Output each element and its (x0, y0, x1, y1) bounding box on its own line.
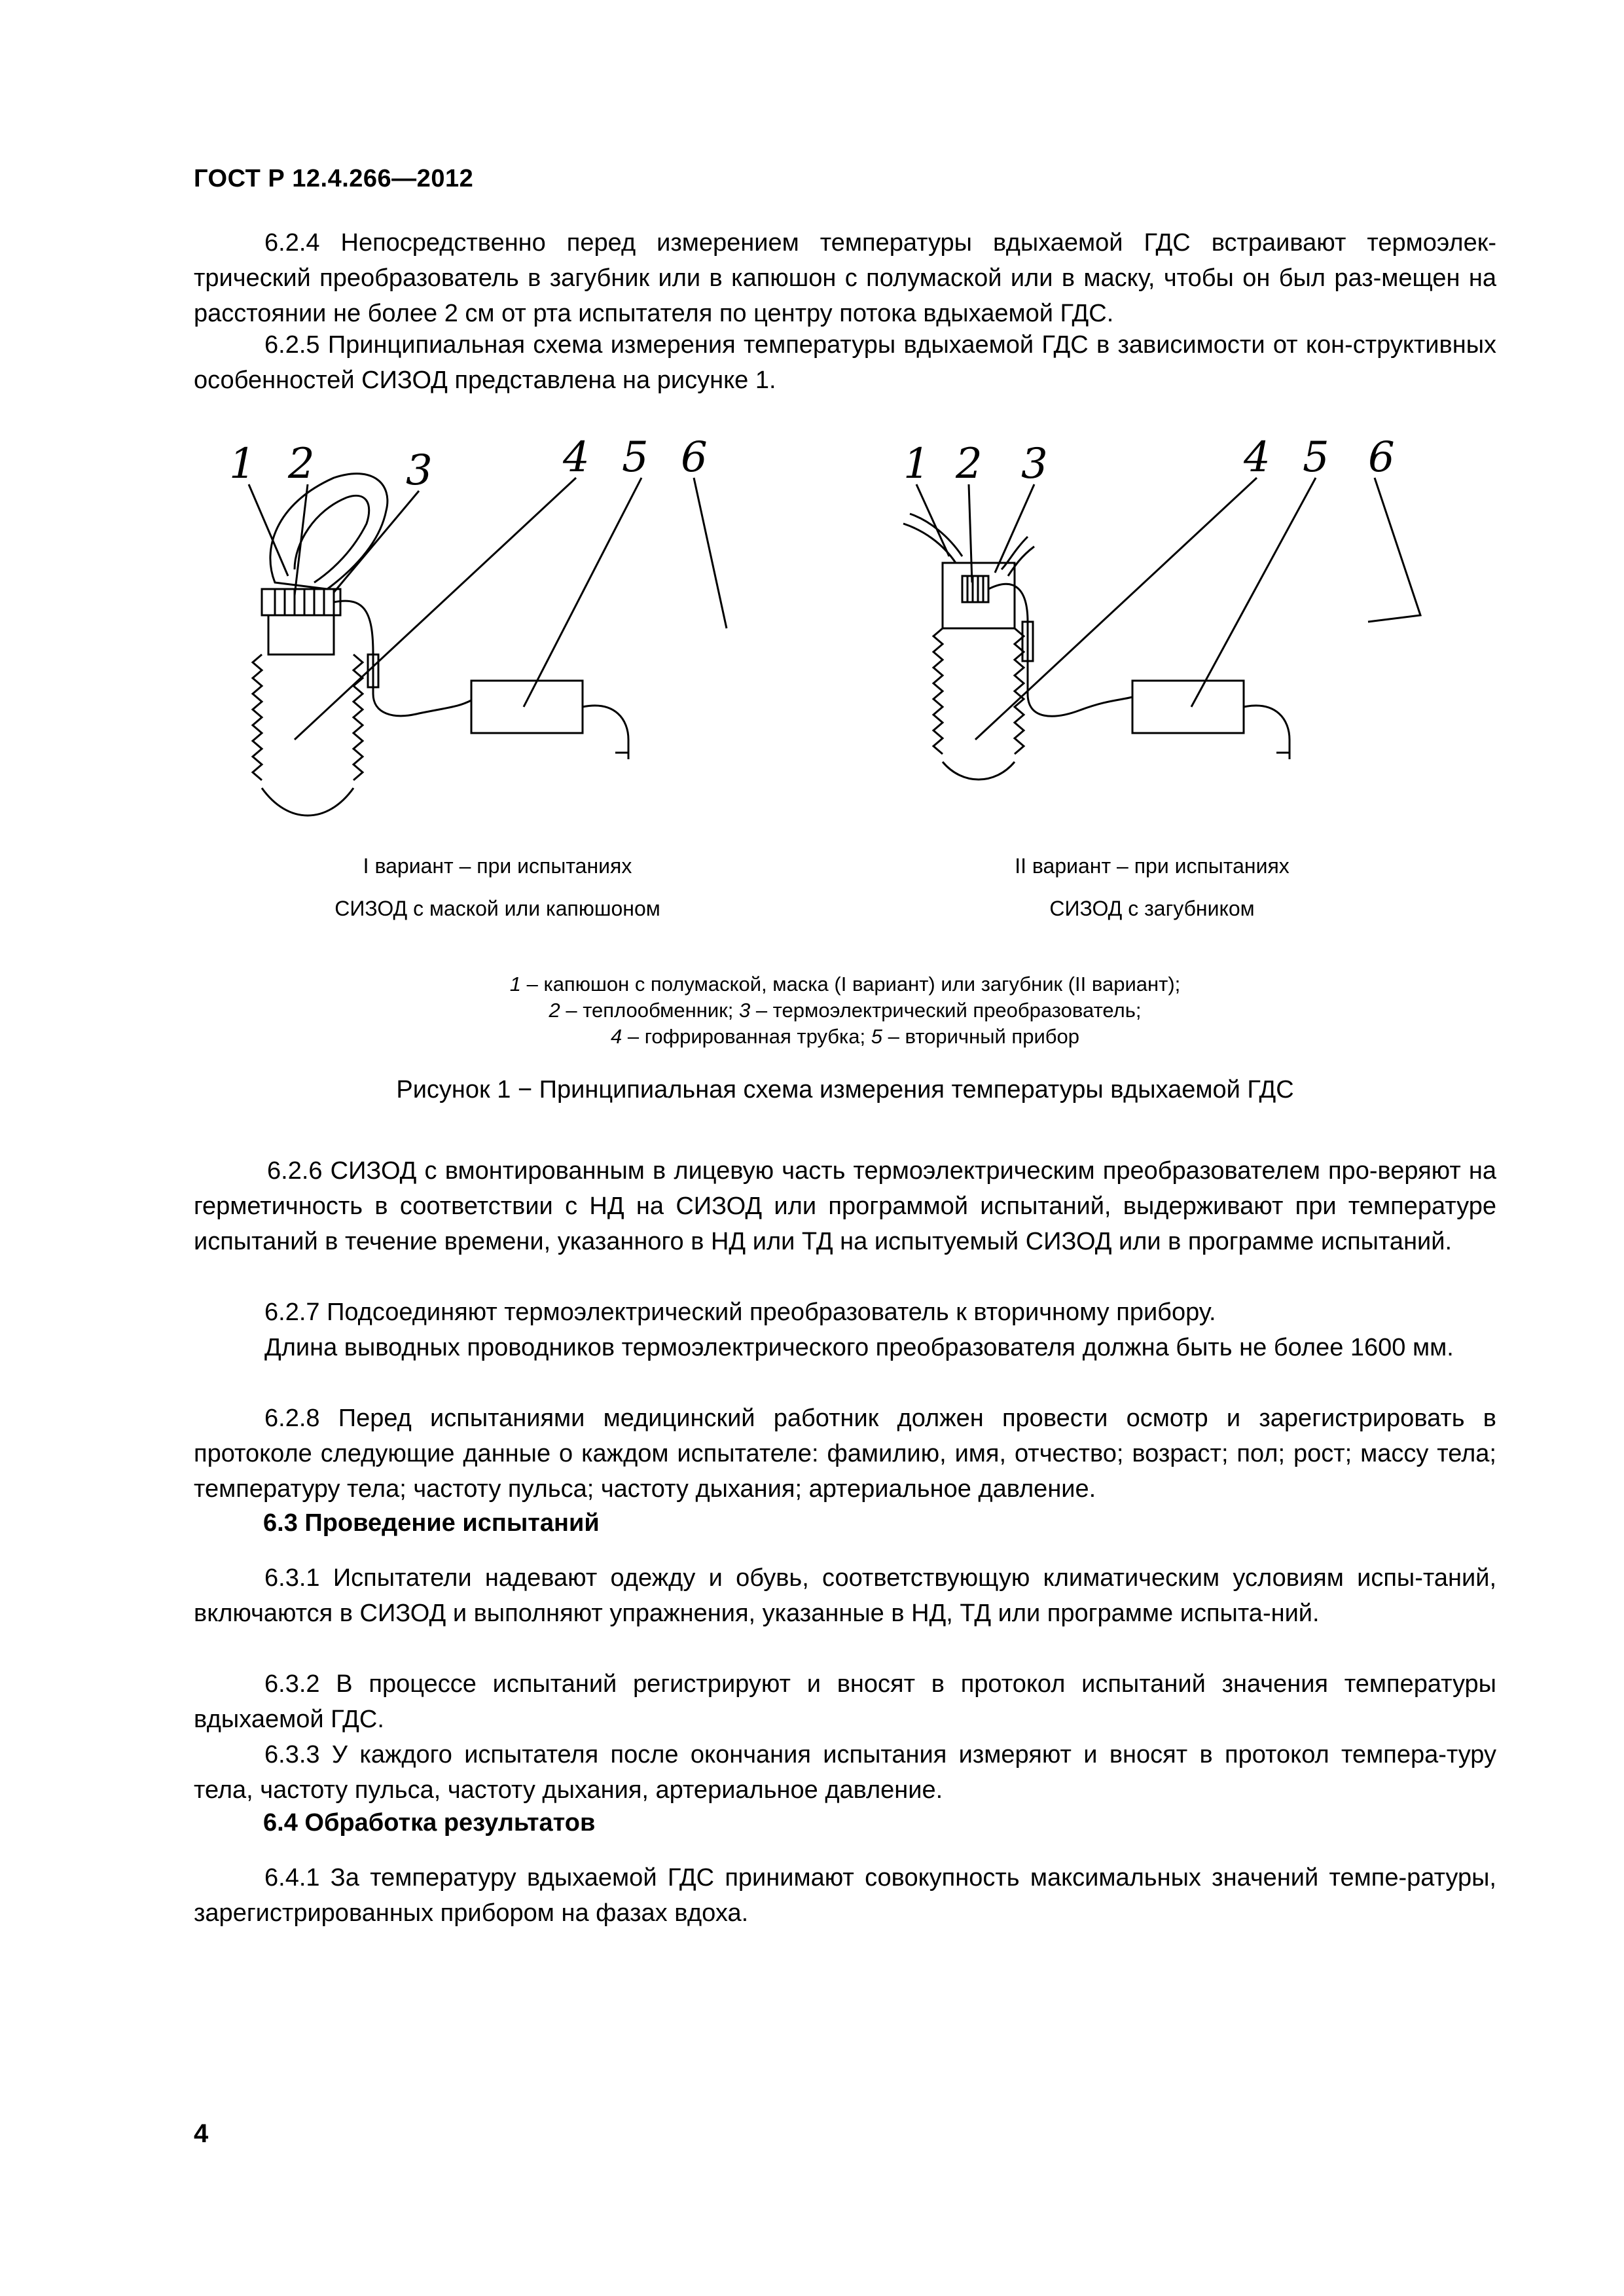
leader-6 (1368, 478, 1420, 622)
legend-text-4: – гофрированная трубка; (622, 1025, 871, 1048)
figure-label-3: 3 (1021, 440, 1048, 488)
paragraph-6-3-2: 6.3.2 В процессе испытаний регистрируют и вносят в протокол испытаний значения температуры вдыхаемой ГДС. (194, 1670, 1496, 1733)
page-number: 4 (194, 2119, 209, 2148)
paragraph-6-3-3: 6.3.3 У каждого испытателя после окончания испытания измеряют и вносят в протокол темпера-туру тела, частоту пульса, частоту дыхания, артериальное давление. (194, 1741, 1496, 1804)
legend-text-1: – капюшон с полумаской, маска (I вариант) или загубник (II вариант); (520, 973, 1181, 996)
figure-label-4: 4 (563, 433, 590, 482)
secondary-device (471, 681, 583, 733)
figure-variant-2-diagram (897, 432, 1434, 825)
variant-1-caption-line-2: СИЗОД с маской или капюшоном (334, 897, 660, 920)
paragraph-6-2-8: 6.2.8 Перед испытаниями медицинский работник должен провести осмотр и зарегистрировать в протоколе следующие данные о каждом испытателе: фамилию, имя, отчество; возраст; пол; рост; массу тела; температуру тела; частоту пульса; частоту дыхания; артериальное давление. (194, 1405, 1496, 1503)
heat-exchanger-hatch (275, 589, 334, 615)
paragraph-6-2-5: 6.2.5 Принципиальная схема измерения температуры вдыхаемой ГДС в зависимости от кон-структивных особенностей СИЗОД представлена на рисунке 1. (194, 331, 1496, 394)
paragraph-6-2-6: 6.2.6 СИЗОД с вмонтированным в лицевую часть термоэлектрическим преобразователем про-веряют на герметичность в соответствии с НД на СИЗОД или программой испытаний, выдерживают при температуре испытаний в течение времени, указанного в НД или ТД на испытуемый СИЗОД или в программе испытаний. (194, 1157, 1496, 1255)
document-header: ГОСТ Р 12.4.266—2012 (194, 165, 474, 192)
figure-legend (194, 971, 1496, 1050)
figure-label-5: 5 (622, 433, 649, 482)
figure-label-2: 2 (288, 440, 315, 488)
legend-number-4: 4 (611, 1025, 623, 1048)
corrugated-tube-left (933, 628, 943, 754)
leader-3 (334, 491, 419, 592)
legend-text-2: – теплообменник; (560, 999, 739, 1022)
legend-text-3: – термоэлектрический преобразователь; (750, 999, 1142, 1022)
mouthpiece-right (1001, 537, 1034, 576)
figure-variant-1-diagram (223, 432, 759, 825)
heat-exchanger-hatch (967, 576, 983, 602)
device-cable (1244, 706, 1290, 759)
figure-label-2: 2 (956, 440, 983, 488)
figure-label-6: 6 (681, 433, 708, 482)
leader-5 (1191, 478, 1316, 707)
legend-text-5: – вторичный прибор (882, 1025, 1079, 1048)
variant-2-caption-line-2: СИЗОД с загубником (1049, 897, 1255, 920)
connector (268, 615, 334, 655)
figure-label-3: 3 (406, 446, 433, 495)
secondary-device (1132, 681, 1244, 733)
leader-6 (694, 478, 727, 628)
thermocouple-wire (334, 601, 471, 716)
leader-3 (995, 484, 1034, 573)
paragraph-6-2-4: 6.2.4 Непосредственно перед измерением температуры вдыхаемой ГДС встраивают термоэлек-трический преобразователь в загубник или в капюшон с полумаской или в маску, чтобы он был раз-мещен на расстоянии не более 2 см от рта испытателя по центру потока вдыхаемой ГДС. (194, 229, 1496, 327)
section-heading-6-3: 6.3 Проведение испытаний (263, 1509, 600, 1537)
heat-exchanger (262, 589, 340, 615)
legend-number-1: 1 (509, 973, 521, 996)
leader-2 (969, 484, 972, 583)
legend-line-2 (194, 997, 1496, 1024)
legend-number-5: 5 (871, 1025, 883, 1048)
leader-1 (916, 484, 949, 556)
variant-2-caption-line-1: II вариант – при испытаниях (1015, 854, 1290, 878)
paragraph-6-4-1: 6.4.1 За температуру вдыхаемой ГДС принимают совокупность максимальных значений темпе-ратуры, зарегистрированных прибором на фазах вдоха. (194, 1864, 1496, 1927)
section-heading-6-4: 6.4 Обработка результатов (263, 1809, 596, 1837)
heat-exchanger (962, 576, 988, 602)
leader-1 (249, 484, 288, 576)
paragraph-6-3-1: 6.3.1 Испытатели надевают одежду и обувь, соответствующую климатическим условиям испы-таний, включаются в СИЗОД и выполняют упражнения, указанные в НД, ТД или программе испыта-ний. (194, 1564, 1496, 1627)
legend-number-3: 3 (738, 999, 751, 1022)
paragraph-6-2-7-length: Длина выводных проводников термоэлектрического преобразователя должна быть не более 1600 мм. (264, 1334, 1454, 1361)
device-cable (583, 706, 628, 759)
tube-bottom (943, 762, 1015, 780)
legend-number-2: 2 (549, 999, 560, 1022)
corrugated-tube-left (253, 655, 262, 780)
figure-label-6: 6 (1368, 433, 1395, 482)
figure-label-1: 1 (903, 440, 930, 488)
variant-1-caption-line-1: I вариант – при испытаниях (363, 854, 632, 878)
corrugated-tube-right (353, 655, 363, 780)
figure-label-4: 4 (1244, 433, 1271, 482)
paragraph-6-2-7: 6.2.7 Подсоединяют термоэлектрический преобразователь к вторичному прибору. (264, 1299, 1216, 1326)
leader-4 (295, 478, 576, 740)
tube-bottom (262, 788, 353, 816)
thermocouple-wire (988, 584, 1132, 716)
variant-2-caption (903, 854, 1401, 921)
legend-line-3 (194, 1024, 1496, 1050)
figure-label-5: 5 (1303, 433, 1329, 482)
variant-1-caption (249, 854, 746, 921)
leader-5 (524, 478, 641, 707)
legend-line-1 (194, 971, 1496, 997)
figure-title: Рисунок 1 − Принципиальная схема измерения температуры вдыхаемой ГДС (396, 1076, 1294, 1103)
figure-label-1: 1 (229, 440, 256, 488)
